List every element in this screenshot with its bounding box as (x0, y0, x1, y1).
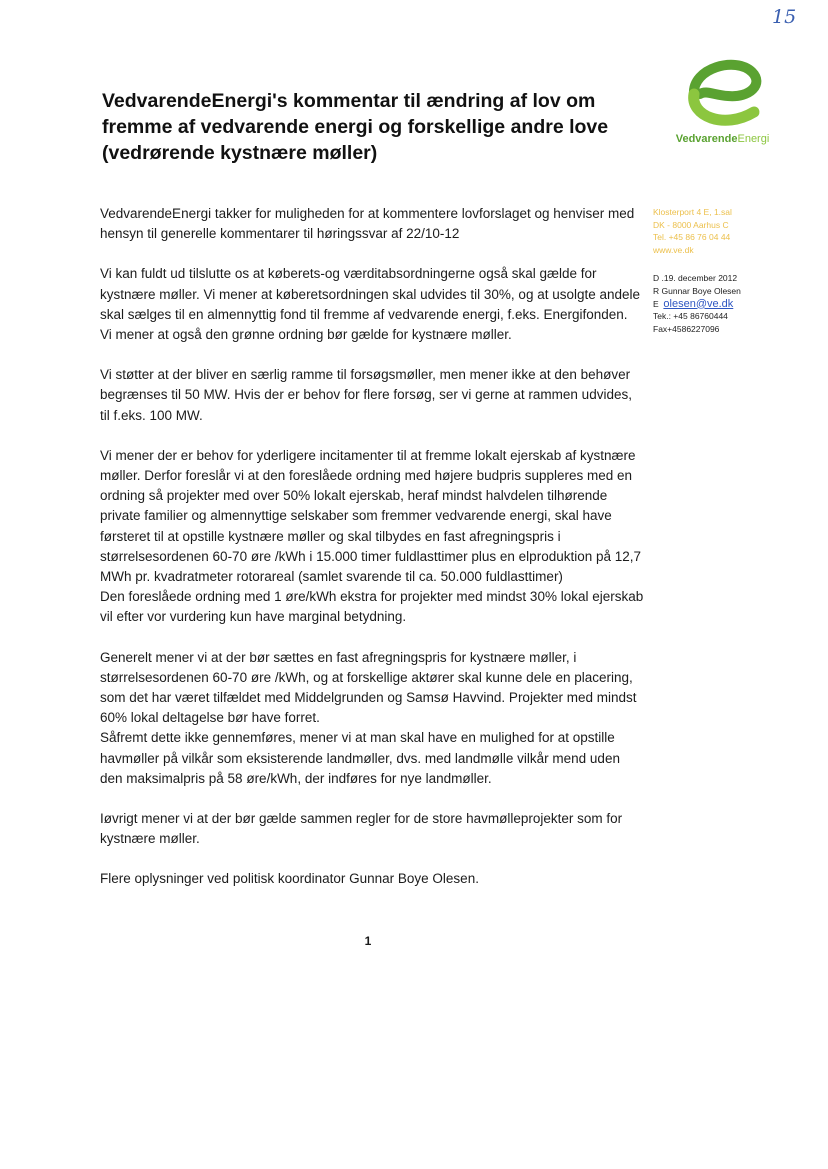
paragraph-intro (100, 204, 645, 244)
paragraph-text: Generelt mener vi at der bør sættes en fast afregningspris for kystnære møller, i størrelsesordenen 60-70 øre /kWh, og at forskellige aktører skal kunne dele en placering, som det har været tilfældet med Middelgrunden og Samsø Havvind. Projekter med mindst 60% lokal deltagelse bør have forret. (100, 649, 637, 726)
address-phone: Tel. +45 86 76 04 44 (653, 232, 731, 243)
paragraph-kontakt (100, 869, 645, 889)
contact-block (653, 272, 793, 335)
swirl-e-logo-icon (674, 50, 770, 130)
logo-brand-light: Energi (737, 133, 770, 145)
document-title: VedvarendeEnergi's kommentar til ændring af lov om fremme af vedvarende energi og forskellige andre love (vedrørende kystnære møller) (102, 90, 609, 164)
paragraph-forsogsmoller (100, 365, 645, 426)
contact-phone: Tek.: +45 86760444 (653, 311, 728, 322)
logo-brand-dark: Vedvarende (675, 133, 738, 145)
address-city: DK - 8000 Aarhus C (653, 219, 729, 230)
sender-address (653, 206, 793, 256)
logo-wordmark (660, 133, 785, 145)
paragraph-havmolleprojekter (100, 809, 645, 849)
paragraph-text: Flere oplysninger ved politisk koordinator Gunnar Boye Olesen. (100, 871, 479, 887)
paragraph-koberet (100, 264, 645, 345)
address-street: Klosterport 4 E, 1.sal (653, 207, 732, 217)
contact-email-link[interactable]: olesen@ve.dk (663, 297, 734, 310)
letter-date: D .19. december 2012 (653, 273, 738, 284)
paragraph-text: Vi mener der er behov for yderligere incitamenter til at fremme lokalt ejerskab af kystnære møller. Derfor foreslår vi at den foreslåede ordning med højere budpris suppleres med en ordning så projekter med over 50% lokalt ejerskab, heraf mindst halvdelen tilhørende private familier og almennyttige selskaber som fremmer vedvarende energi, skal have førsteret til at opstille kystnære møller og skal tilbydes en fast afregningspris i størrelsesordenen 60-70 øre /kWh i 15.000 timer fuldlasttimer plus en elproduktion på 12,7 MWh pr. kvadratmeter rotorareal (samlet svarende til ca. 50.000 fuldlasttimer) (100, 447, 642, 585)
vedvarende-energi-logo (660, 50, 785, 155)
paragraph-text: Vi støtter at der bliver en særlig ramme til forsøgsmøller, men mener ikke at den behøver begrænses til 50 MW. Hvis der er behov for flere forsøg, ser vi gerne at rammen udvides, til f.eks. 100 MW. (100, 367, 632, 423)
page-number: 1 (364, 934, 372, 948)
handwritten-page-mark: 15 (772, 6, 797, 28)
paragraph-text: Iøvrigt mener vi at der bør gælde sammen regler for de store havmølleprojekter som for kystnære møller. (100, 811, 623, 847)
paragraph-text: Den foreslåede ordning med 1 øre/kWh ekstra for projekter med mindst 30% lokal ejerskab vil efter vor vurdering kun have marginal betydning. (100, 589, 644, 625)
paragraph-text: Vi mener at også den grønne ordning bør gælde for kystnære møller. (100, 327, 512, 343)
contact-fax: Fax+4586227096 (653, 323, 720, 334)
paragraph-afregningspris (100, 648, 645, 789)
email-prefix: E (653, 298, 659, 309)
address-website: www.ve.dk (653, 244, 694, 255)
contact-email-row (653, 298, 793, 311)
sender-sidebar (653, 206, 793, 335)
paragraph-text: Vi kan fuldt ud tilslutte os at køberets-og værditabsordningerne også skal gælde for kystnære møller. Vi mener at køberetsordningen skal udvides til 30%, og at usolgte andele skal sælges til en almennyttig fond til fremme af vedvarende energi, f.eks. Energifonden. (100, 266, 641, 322)
paragraph-text: VedvarendeEnergi takker for muligheden for at kommentere lovforslaget og henviser med hensyn til generelle kommentarer til høringssvar af 22/10-12 (100, 206, 635, 242)
paragraph-lokalt-ejerskab (100, 446, 645, 628)
paragraph-text: Såfremt dette ikke gennemføres, mener vi at man skal have en mulighed for at opstille havmøller på vilkår som eksisterende landmøller, dvs. med landmølle vilkår mend uden den maksimalpris på 58 øre/kWh, der indføres for nye landmøller. (100, 730, 620, 786)
letter-body (100, 204, 645, 910)
contact-person: R Gunnar Boye Olesen (653, 285, 741, 296)
